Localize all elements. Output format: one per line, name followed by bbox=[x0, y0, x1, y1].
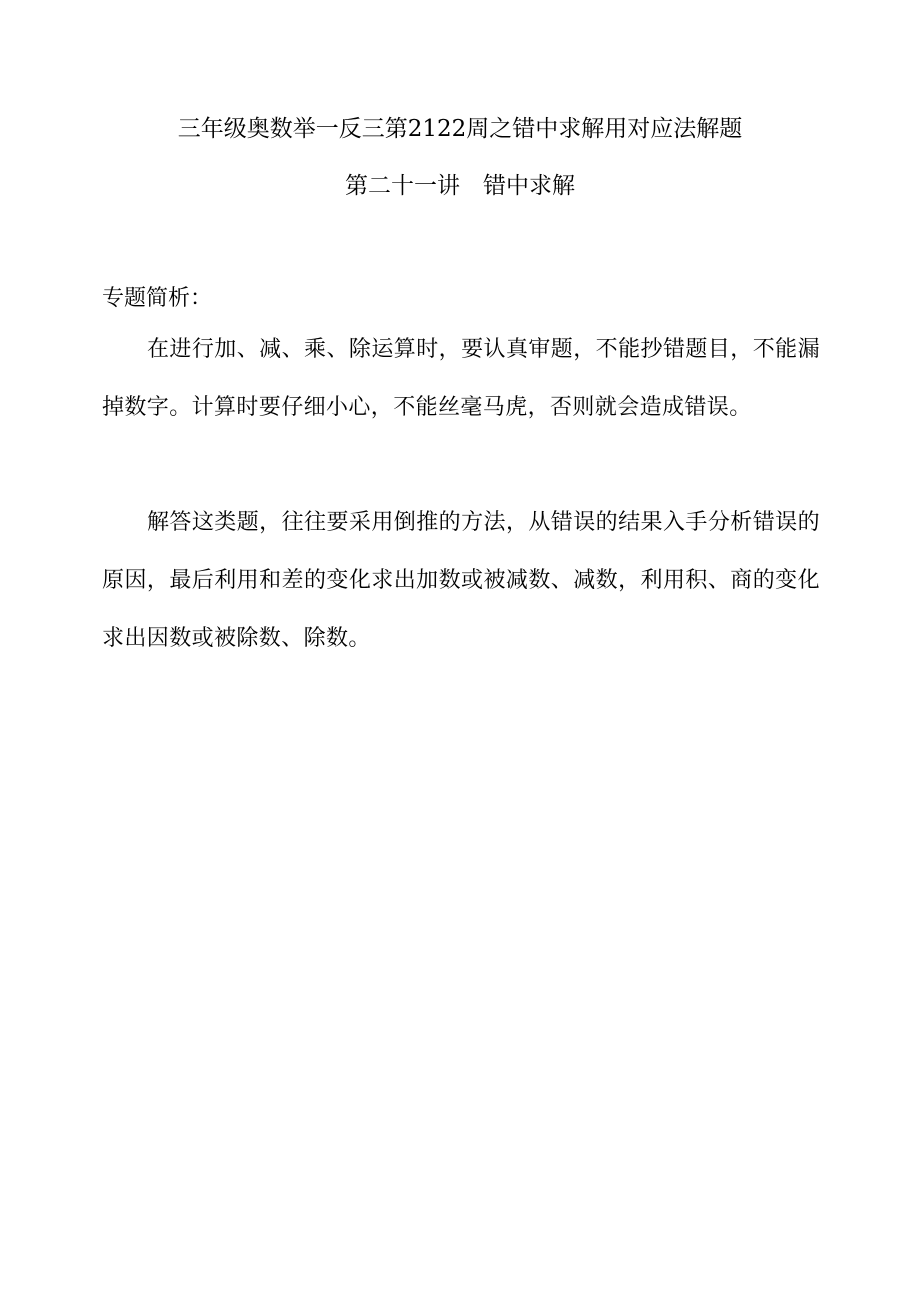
lecture-title: 第二十一讲 错中求解 bbox=[345, 173, 575, 199]
document-title: 三年级奥数举一反三第2122周之错中求解用对应法解题 bbox=[177, 116, 743, 142]
paragraph: 在进行加、减、乘、除运算时，要认真审题，不能抄错题目，不能漏掉数字。计算时要仔细小心，不能丝毫马虎，否则就会造成错误。 bbox=[102, 337, 820, 420]
paragraph: 解答这类题，往往要采用倒推的方法，从错误的结果入手分析错误的原因，最后利用和差的变化求出加数或被减数、减数，利用积、商的变化求出因数或被除数、除数。 bbox=[102, 510, 820, 651]
section-label: 专题简析： bbox=[102, 286, 213, 311]
